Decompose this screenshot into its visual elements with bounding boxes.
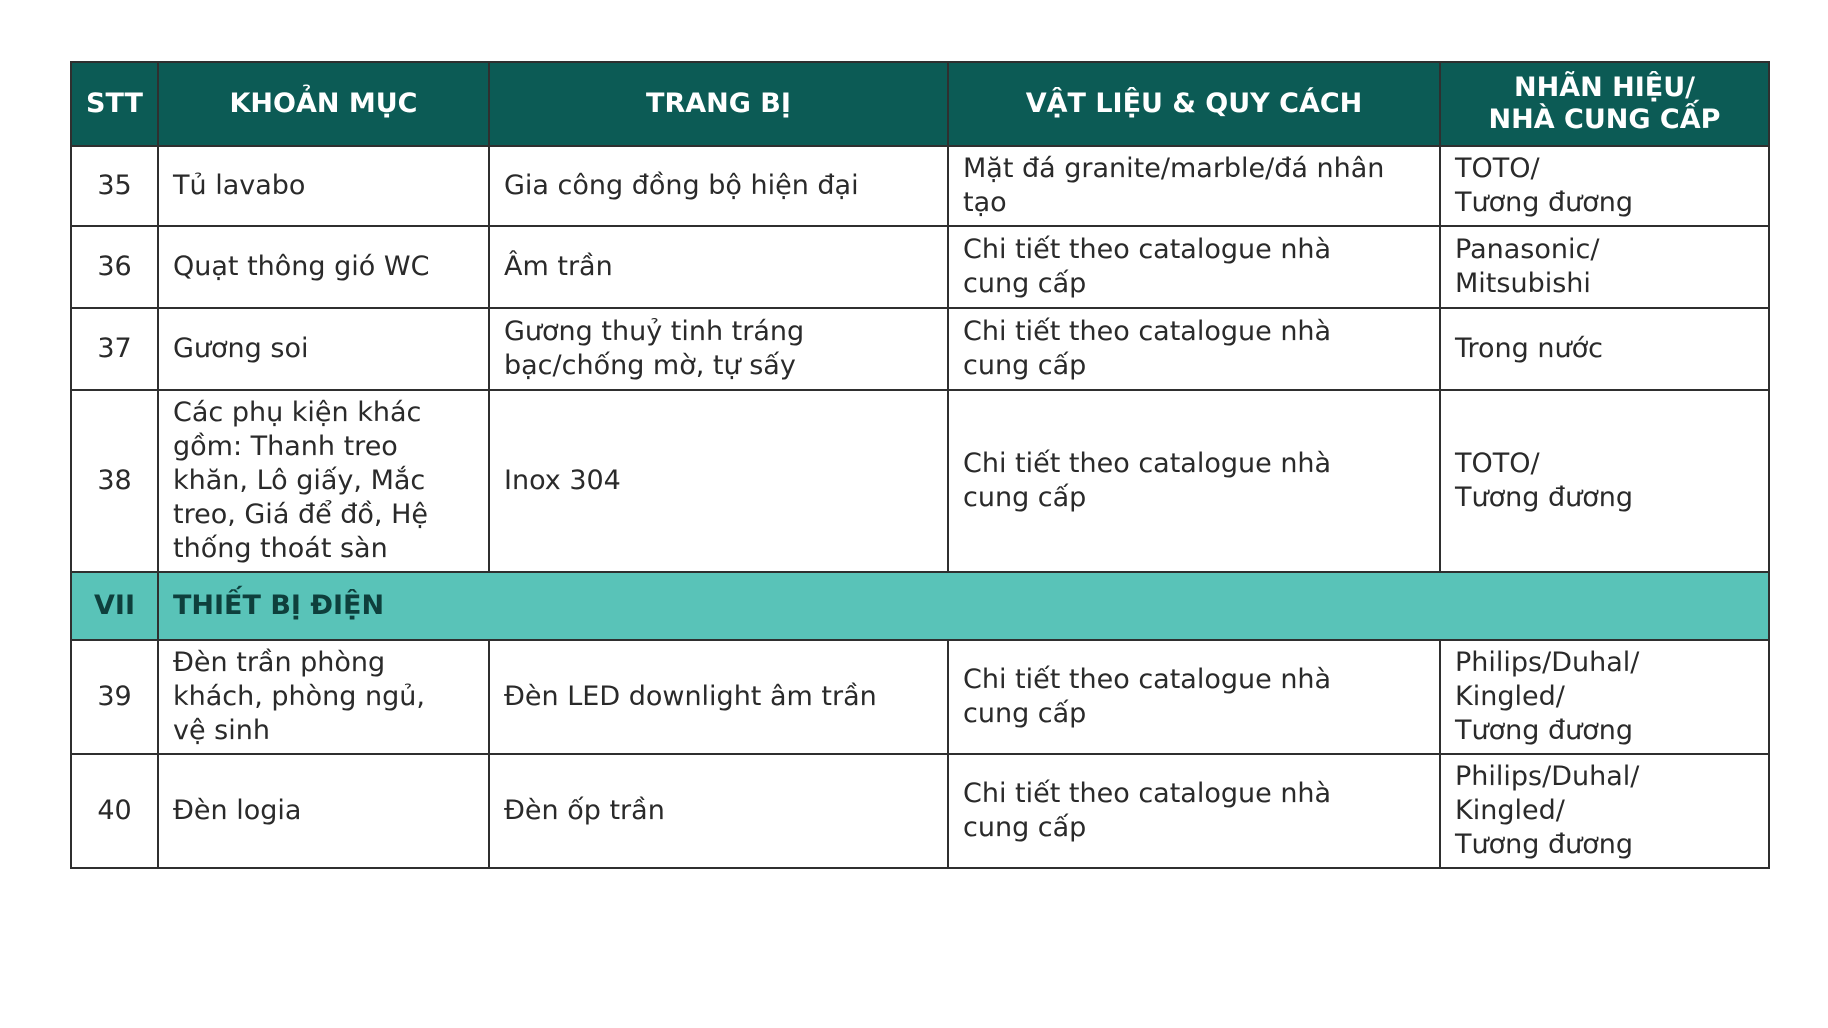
row-stt: 39	[71, 640, 158, 754]
table-row	[71, 226, 1769, 308]
row-material-text: Chi tiết theo catalogue nhà cung cấp	[963, 778, 1332, 843]
row-equipment	[489, 146, 948, 226]
row-brand	[1440, 308, 1769, 390]
row-item	[158, 226, 489, 308]
table-header	[71, 62, 1769, 146]
row-material	[948, 754, 1440, 868]
row-brand-text: Panasonic/ Mitsubishi	[1455, 234, 1600, 299]
table-row	[71, 390, 1769, 572]
table-row	[71, 308, 1769, 390]
table-body	[71, 146, 1769, 868]
table-row	[71, 640, 1769, 754]
section-title: THIẾT BỊ ĐIỆN	[158, 572, 1769, 640]
header-row	[71, 62, 1769, 146]
row-item-text: Đèn logia	[173, 795, 302, 826]
row-brand	[1440, 640, 1769, 754]
row-material-text: Chi tiết theo catalogue nhà cung cấp	[963, 448, 1332, 513]
row-brand-text: Philips/Duhal/ Kingled/ Tương đương	[1455, 647, 1640, 746]
row-equipment	[489, 308, 948, 390]
row-stt: 35	[71, 146, 158, 226]
row-equipment	[489, 754, 948, 868]
row-equipment	[489, 390, 948, 572]
row-material	[948, 308, 1440, 390]
row-stt: 36	[71, 226, 158, 308]
row-item	[158, 390, 489, 572]
row-equipment-text: Inox 304	[504, 465, 621, 496]
header-item: KHOẢN MỤC	[158, 62, 489, 146]
row-item-text: Gương soi	[173, 333, 309, 364]
row-item	[158, 640, 489, 754]
row-equipment-text: Đèn LED downlight âm trần	[504, 681, 877, 712]
row-stt: 38	[71, 390, 158, 572]
row-equipment-text: Đèn ốp trần	[504, 795, 665, 826]
section-number: VII	[71, 572, 158, 640]
row-material	[948, 146, 1440, 226]
header-stt: STT	[71, 62, 158, 146]
row-brand-text: Philips/Duhal/ Kingled/ Tương đương	[1455, 761, 1640, 860]
row-equipment-text: Gương thuỷ tinh tráng bạc/chống mờ, tự sấy	[504, 316, 805, 381]
row-material	[948, 640, 1440, 754]
row-item-text: Quạt thông gió WC	[173, 251, 430, 282]
row-equipment	[489, 226, 948, 308]
row-material-text: Chi tiết theo catalogue nhà cung cấp	[963, 234, 1332, 299]
row-brand-text: TOTO/ Tương đương	[1455, 153, 1633, 218]
row-stt: 37	[71, 308, 158, 390]
row-brand	[1440, 146, 1769, 226]
row-brand-text: TOTO/ Tương đương	[1455, 448, 1633, 513]
row-equipment-text: Âm trần	[504, 251, 613, 282]
row-equipment-text: Gia công đồng bộ hiện đại	[504, 170, 859, 201]
row-brand	[1440, 754, 1769, 868]
header-brand: NHÃN HIỆU/ NHÀ CUNG CẤP	[1440, 62, 1769, 146]
row-item-text: Đèn trần phòng khách, phòng ngủ, vệ sinh	[173, 647, 425, 746]
row-brand-text: Trong nước	[1455, 333, 1603, 364]
row-material	[948, 390, 1440, 572]
header-material: VẬT LIỆU & QUY CÁCH	[948, 62, 1440, 146]
section-row	[71, 572, 1769, 640]
row-equipment	[489, 640, 948, 754]
row-item	[158, 146, 489, 226]
row-brand	[1440, 226, 1769, 308]
row-material-text: Chi tiết theo catalogue nhà cung cấp	[963, 664, 1332, 729]
row-item	[158, 754, 489, 868]
row-brand	[1440, 390, 1769, 572]
header-equipment: TRANG BỊ	[489, 62, 948, 146]
row-item-text: Các phụ kiện khác gồm: Thanh treo khăn, Lô giấy, Mắc treo, Giá để đồ, Hệ thống thoát sàn	[173, 397, 429, 564]
table-row	[71, 754, 1769, 868]
row-item-text: Tủ lavabo	[173, 170, 306, 201]
row-stt: 40	[71, 754, 158, 868]
table-row	[71, 146, 1769, 226]
row-material-text: Mặt đá granite/marble/đá nhân tạo	[963, 153, 1385, 218]
specification-table	[70, 61, 1770, 869]
row-material-text: Chi tiết theo catalogue nhà cung cấp	[963, 316, 1332, 381]
row-material	[948, 226, 1440, 308]
row-item	[158, 308, 489, 390]
